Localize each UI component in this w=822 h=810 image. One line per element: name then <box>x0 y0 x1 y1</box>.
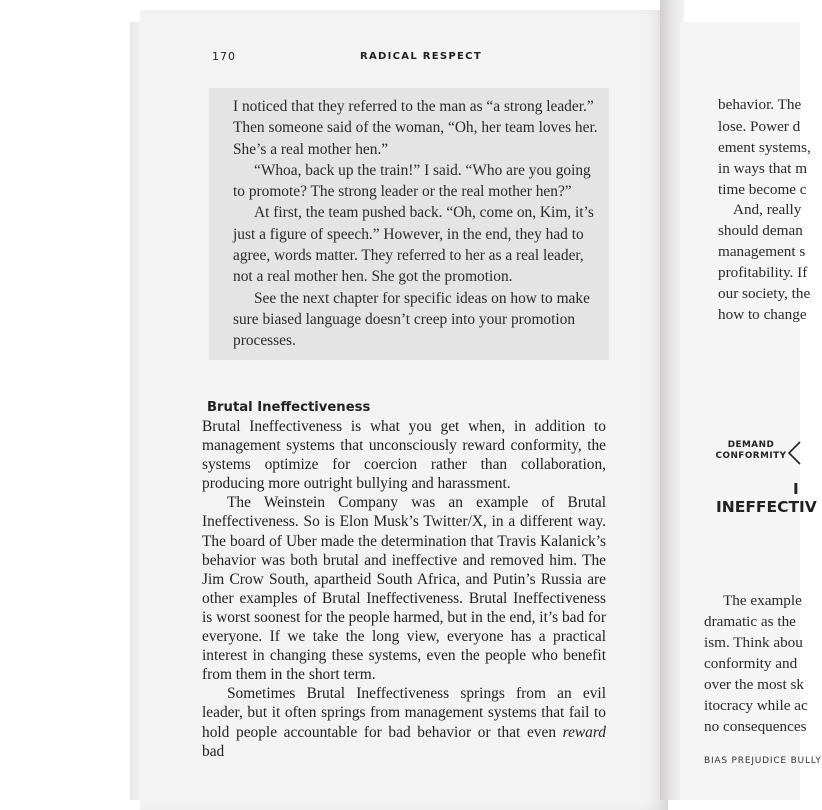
right-page-line: how to change <box>718 306 807 323</box>
right-page-line: in ways that m <box>718 160 808 177</box>
right-page-line: management s <box>718 243 806 260</box>
sidebar-text <box>233 96 603 352</box>
right-page-line: dramatic as the <box>704 613 796 630</box>
right-page-line: no consequences <box>704 718 807 735</box>
right-page-line: The example <box>723 592 802 609</box>
sidebar-paragraph: See the next chapter for specific ideas on how to make sure biased language doesn’t creep into your promotion processes. <box>233 289 590 350</box>
right-page-line: over the most sk <box>704 676 804 693</box>
body-text-run: Sometimes Brutal Ineffectiveness springs from an evil leader, but it often springs from management systems that fail to hold people accountable for bad behavior or that even <box>202 685 606 741</box>
right-page-line: lose. Power d <box>718 118 801 135</box>
page-number: 170 <box>212 50 236 63</box>
right-page-line: itocracy while ac <box>704 697 808 714</box>
right-page-line: our society, the <box>718 285 811 302</box>
diagram-title-fragment: I <box>793 480 799 498</box>
sidebar-paragraph: I noticed that they referred to the man as “a strong leader.” Then someone said of the woman, “Oh, her team loves her. She’s a real mother hen.” <box>233 98 598 158</box>
diagram-label-line: CONFORMITY <box>715 451 787 461</box>
right-page-line: time become c <box>718 181 807 198</box>
right-page-line: ement systems, <box>718 139 811 156</box>
sidebar-paragraph: “Whoa, back up the train!” I said. “Who are you going to promote? The strong leader or the real mother hen?” <box>233 161 591 201</box>
emphasis-word: reward <box>562 723 606 741</box>
body-paragraph: Brutal Ineffectiveness is what you get when, in addition to management systems that unconsciously reward conformity, the systems optimize for coercion rather than collaboration, producing more outright bullying and harassment. <box>202 418 606 493</box>
right-page-line: And, really <box>733 201 802 218</box>
right-page-footer: BIAS PREJUDICE BULLY <box>704 756 822 766</box>
body-paragraph: The Weinstein Company was an example of Brutal Ineffectiveness. So is Elon Musk’s Twitter/X, in a different way. The board of Uber made the determination that Travis Kalanick’s behavior was both brutal and ineffective and removed him. The Jim Crow South, apartheid South Africa, and Putin’s Russia are other examples of Brutal Ineffectiveness. Brutal Ineffectiveness is worst soonest for the people harmed, but in the end, it’s bad for everyone. If we take the long view, everyone has a practical interest in changing these systems, even the people who benefit from them in the short term. <box>202 494 606 684</box>
body-text <box>202 417 606 761</box>
diagram-label-line: DEMAND <box>727 440 775 450</box>
right-page-line: behavior. The <box>718 96 802 113</box>
diagram-label <box>715 440 787 462</box>
right-page-line: profitability. If <box>718 264 808 281</box>
body-paragraph <box>202 684 606 760</box>
right-page-line: ism. Think abou <box>704 634 803 651</box>
running-head: RADICAL RESPECT <box>360 51 482 62</box>
right-page-line: conformity and <box>704 655 798 672</box>
diagram-arrow-icon <box>787 440 800 466</box>
diagram-title: INEFFECTIV <box>716 498 817 516</box>
right-page-line: should deman <box>718 222 803 239</box>
sidebar-paragraph: At first, the team pushed back. “Oh, come on, Kim, it’s just a figure of speech.” However, in the end, they had to agree, words matter. They referred to her as a real leader, not a real mother hen. She got the promotion. <box>233 204 594 286</box>
body-text-run: bad <box>202 742 225 760</box>
section-heading: Brutal Ineffectiveness <box>207 400 371 415</box>
